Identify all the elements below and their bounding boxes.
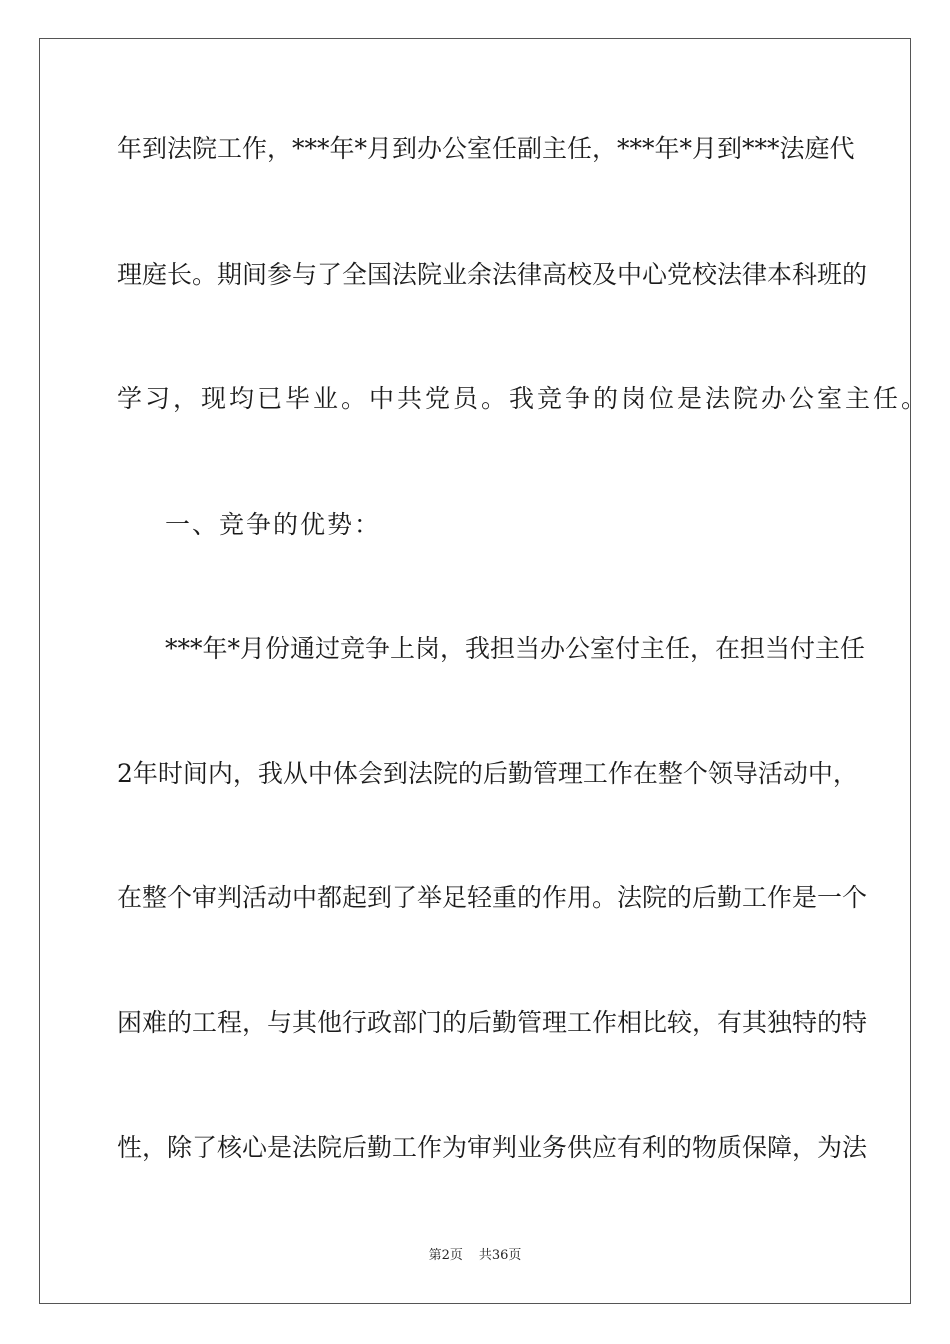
body-text-line-6: 2年时间内，我从中体会到法院的后勤管理工作在整个领导活动中， (117, 759, 858, 788)
body-text-line-5: ***年*月份通过竞争上岗，我担当办公室付主任，在担当付主任 (165, 634, 866, 663)
section-heading: 一、竞争的优势： (165, 510, 382, 539)
body-text-line-1: 年到法院工作，***年*月到办公室任副主任，***年*月到***法庭代 (117, 134, 855, 163)
page-footer (0, 1248, 950, 1264)
body-text-line-8: 困难的工程，与其他行政部门的后勤管理工作相比较，有其独特的特 (117, 1008, 868, 1037)
body-text-line-3: 学习，现均已毕业。中共党员。我竞争的岗位是法院办公室主任。 (117, 384, 930, 413)
page-border (39, 38, 930, 1304)
body-text-line-2: 理庭长。期间参与了全国法院业余法律高校及中心党校法律本科班的 (117, 260, 868, 289)
body-text-line-7: 在整个审判活动中都起到了举足轻重的作用。法院的后勤工作是一个 (117, 883, 868, 912)
body-text-line-9: 性，除了核心是法院后勤工作为审判业务供应有利的物质保障，为法 (117, 1133, 868, 1162)
page-total: 共36页 (478, 1248, 522, 1263)
page-number: 第2页 (428, 1248, 463, 1263)
